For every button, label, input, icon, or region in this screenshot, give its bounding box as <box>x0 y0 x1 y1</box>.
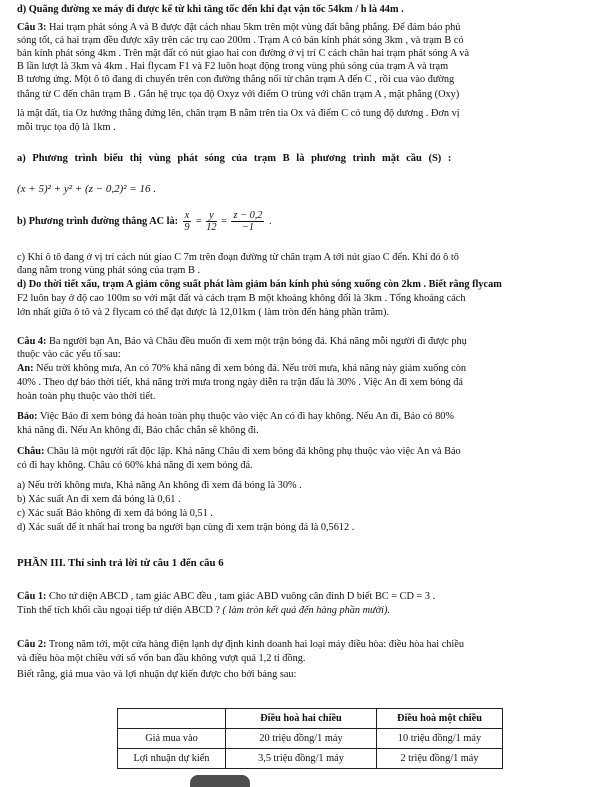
table-cell: 20 triệu đồng/1 máy <box>226 729 377 749</box>
q4-an-1: An: Nếu trời không mưa, An có 70% khả năng đi xem bóng đá. Nếu trời mưa, khả năng này giảm xuống còn <box>17 363 467 374</box>
q3-part-a-equation: (x + 5)² + y² + (z − 0,2)² = 16 . <box>17 183 156 195</box>
q3-line-2: sóng tốt, cả hai trạm đều được xây trên các trụ cao 200m . Trạm A có bán kính phát sóng 3km , và trạm B có <box>17 35 464 46</box>
q3-part-c-2: đang nằm trong vùng phát sóng của trạm B . <box>17 265 201 276</box>
scan-smudge <box>190 775 250 787</box>
q4-part-b: b) Xác suất An đi xem đá bóng là 0,61 . <box>17 494 181 505</box>
table-row <box>118 729 503 749</box>
fraction-z: $\frac{z - 0,2}{-1}$ <box>233 210 263 234</box>
q4-line-2: thuộc vào các yếu tố sau: <box>17 349 121 360</box>
table-cell: 2 triệu đồng/1 máy <box>377 749 503 769</box>
part3-q1-line-2: Tính thể tích khối cầu ngoại tiếp tứ diện ABCD ? ( làm tròn kết quả đến hàng phần mười). <box>17 605 391 616</box>
table-cell: Giá mua vào <box>118 729 226 749</box>
table-header-cell: Điều hoà hai chiều <box>226 709 377 729</box>
q4-line-1: Câu 4: Ba người bạn An, Bảo và Châu đều muốn đi xem một trận bóng đá. Khả năng mỗi người đi được phụ <box>17 336 467 347</box>
price-profit-table <box>117 708 503 769</box>
q4-part-c: c) Xác suất Bảo không đi xem đá bóng là 0,51 . <box>17 508 213 519</box>
part3-q2-line-3: Biết rằng, giá mua vào và lợi nhuận dự kiến được cho bởi bảng sau: <box>17 669 297 680</box>
q3-line-4: B lần lượt là 3km và 4km . Hai flycam F1 và F2 luôn hoạt động trong vùng phủ sóng của trạm A và trạm <box>17 61 449 72</box>
q3-part-a: a) Phương trình biểu thị vùng phát sóng của trạm B là phương trình mặt cầu (S) : <box>17 153 452 164</box>
part3-q2-line-2: và điều hòa một chiều với số vốn ban đầu không vượt quá 1,2 tỉ đồng. <box>17 653 306 664</box>
part3-q2-line-1: Câu 2: Trong năm tới, một cửa hàng điện lạnh dự định kinh doanh hai loại máy điều hòa: điều hòa hai chiều <box>17 639 465 650</box>
table-cell: 10 triệu đồng/1 máy <box>377 729 503 749</box>
q3-line-6: thẳng từ C đến chân trạm B . Gắn hệ trục tọa độ Oxyz với điểm O trùng với chân trạm A , mặt phẳng (Oxy) <box>17 89 460 100</box>
q3-label: Câu 3: <box>17 22 47 33</box>
fraction-y: $\frac{y}{12}$ <box>206 210 217 234</box>
q3-line-1: Câu 3: Hai trạm phát sóng A và B được đặt cách nhau 5km trên một vùng đất bằng phẳng. Để đảm bảo phủ <box>17 22 461 33</box>
q4-part-d: d) Xác suất để ít nhất hai trong ba người bạn cùng đi xem trận bóng đá là 0,5612 . <box>17 522 355 533</box>
part3-q1-line-1: Câu 1: Cho tứ diện ABCD , tam giác ABC đều , tam giác ABD vuông cân đỉnh D biết BC = CD = 3 . <box>17 591 436 602</box>
q4-bao-2: khả năng đi. Nếu An không đi, Bảo chắc chắn sẽ không đi. <box>17 425 259 436</box>
q3-part-c-1: c) Khi ô tô đang ở vị trí cách nút giao C 7m trên đoạn đường từ chân trạm A tới nút giao C đến. Khi đó ô tô <box>17 252 459 263</box>
table-header-row <box>118 709 503 729</box>
q3-part-d-2: F2 luôn bay ở độ cao 100m so với mặt đất và cách trạm B một khoảng không đổi là 3km . Tổng khoảng cách <box>17 293 466 304</box>
q3-part-d-1: d) Do thời tiết xấu, trạm A giảm công suất phát làm giảm bán kính phủ sóng xuống còn 2km . Biết rằng flycam <box>17 279 502 290</box>
table-cell: 3,5 triệu đồng/1 máy <box>226 749 377 769</box>
q2-part-d: d) Quãng đường xe máy đi được kể từ khi tăng tốc đến khi đạt vận tốc 54km / h là 44m . <box>17 4 404 15</box>
fraction-x: $\frac{x}{9}$ <box>184 210 190 234</box>
q3-line-8: mỗi trục tọa độ là 1km . <box>17 122 116 133</box>
table-cell: Lợi nhuận dự kiến <box>118 749 226 769</box>
section-heading: PHẦN III. Thí sinh trả lời từ câu 1 đến câu 6 <box>17 557 224 569</box>
q4-chau-1: Châu: Châu là một người rất độc lập. Khả năng Châu đi xem bóng đá không phụ thuộc vào việc An và Bảo <box>17 446 461 457</box>
q4-label: Câu 4: <box>17 336 47 347</box>
q3-line-5: B tương ứng. Một ô tô đang di chuyển trên con đường thẳng nối từ chân trạm A đến C , rồi cua vào đường <box>17 74 455 85</box>
q4-bao-1: Bảo: Việc Bảo đi xem bóng đá hoàn toàn phụ thuộc vào việc An có đi hay không. Nếu An đi, Bảo có 80% <box>17 411 455 422</box>
table-row <box>118 749 503 769</box>
q4-part-a: a) Nếu trời không mưa, Khả năng An không đi xem đá bóng là 30% . <box>17 480 302 491</box>
q4-an-2: 40% . Theo dự báo thời tiết, khả năng trời mưa trong ngày diễn ra trận đấu là 30% . Việc An đi xem bóng đá <box>17 377 463 388</box>
table-header-cell <box>118 709 226 729</box>
q4-chau-2: có đi hay không. Châu có 60% khả năng đi xem bóng đá. <box>17 460 253 471</box>
q4-an-3: hoàn toàn phụ thuộc vào thời tiết. <box>17 391 156 402</box>
q3-line-7: là mặt đất, tia Oz hướng thẳng đứng lên, chân trạm B nằm trên tia Ox và điểm C có tung độ dương . Đơn vị <box>17 108 460 119</box>
q3-line-3: bán kính phát sóng 4km . Trên mặt đất có nút giao hai con đường ở vị trí C cách chân hai trạm phát sóng A và <box>17 48 470 59</box>
q3-part-d-3: lớn nhất giữa ô tô và 2 flycam có thể đạt được là 12,01km ( làm tròn đến hàng phần trăm). <box>17 307 390 318</box>
table-header-cell: Điều hoà một chiều <box>377 709 503 729</box>
q3-part-b: b) Phương trình đường thẳng AC là: $\frac{x}{9}$ = $\frac{y}{12}$ = $\frac{z - 0,2}{-1}$ . <box>17 210 272 234</box>
